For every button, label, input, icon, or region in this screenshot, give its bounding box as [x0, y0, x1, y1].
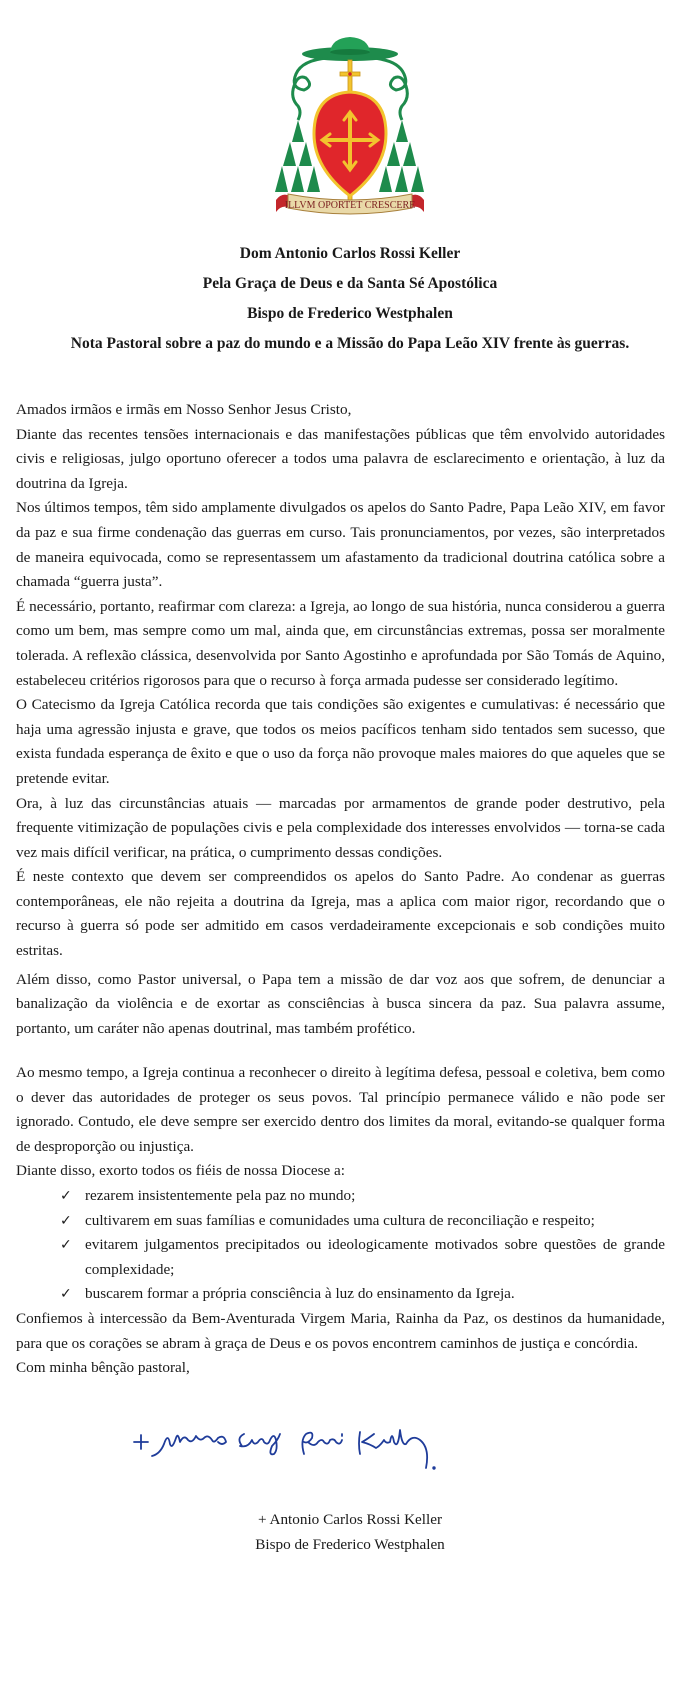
check-mark-icon: ✓	[60, 1212, 72, 1229]
check-mark-icon: ✓	[60, 1286, 72, 1303]
printed-signature-title: Bispo de Frederico Westphalen	[255, 1536, 445, 1553]
paragraph-6: É neste contexto que devem ser compreendidos os apelos do Santo Padre. Ao condenar as guerras contemporâneas, ele não rejeita a doutrina da Igreja, mas a aplica com maior rigor, recordando que o recurso à guerra só pode ser admitido em casos verdadeiramente excepcionais e sob condições muito estritas.	[16, 868, 665, 960]
salutation: Amados irmãos e irmãs em Nosso Senhor Jesus Cristo,	[16, 401, 352, 418]
printed-signature-name: + Antonio Carlos Rossi Keller	[257, 1511, 443, 1528]
document-title: Nota Pastoral sobre a paz do mundo e a Missão do Papa Leão XIV frente às guerras.	[70, 335, 630, 352]
coat-of-arms-logo	[262, 30, 438, 216]
paragraph-5: Ora, à luz das circunstâncias atuais — marcadas por armamentos de grande poder destrutivo, pela frequente vitimização de populações civis e pela complexidade dos interesses envolvidos — torna-se cada vez mais difícil verificar, na prática, o cumprimento dessas condições.	[16, 794, 665, 861]
closing-paragraph: Confiemos à intercessão da Bem-Aventurada Virgem Maria, Rainha da Paz, os destinos da humanidade, para que os corações se abram à graça de Deus e os povos encontrem caminhos de justiça e concórdia.	[16, 1309, 665, 1352]
paragraph-7: Além disso, como Pastor universal, o Papa tem a missão de dar voz aos que sofrem, de denunciar a banalização da violência e de exortar as consciências à busca sincera da paz. Sua palavra assume, portanto, um caráter não apenas doutrinal, mas também profético.	[16, 970, 665, 1037]
galero-hat-icon	[302, 37, 398, 61]
checklist-item	[16, 1282, 665, 1307]
paragraph-2: Nos últimos tempos, têm sido amplamente divulgados os apelos do Santo Padre, Papa Leão XIV, em favor da paz e sua firme condenação das guerras em curso. Tais pronunciamentos, por vezes, são interpretados de maneira equivocada, como se representassem um afastamento da tradicional doutrina católica sobre a chamada “guerra justa”.	[16, 499, 665, 591]
check-mark-icon: ✓	[60, 1187, 72, 1204]
grace-heading: Pela Graça de Deus e da Santa Sé Apostólica	[202, 275, 498, 292]
bishop-name-heading: Dom Antonio Carlos Rossi Keller	[239, 245, 461, 262]
checklist-item-text: evitarem julgamentos precipitados ou ideologicamente motivados sobre questões de grande complexidade;	[85, 1236, 665, 1278]
checklist-item-text: cultivarem em suas famílias e comunidades uma cultura de reconciliação e respeito;	[85, 1211, 595, 1229]
letter-body	[16, 398, 665, 1041]
handwritten-signature	[128, 1410, 508, 1490]
checklist-item	[16, 1184, 665, 1209]
paragraph-1: Diante das recentes tensões internacionais e das manifestações públicas que têm envolvido autoridades civis e religiosas, julgo oportuno oferecer a todos uma palavra de esclarecimento e orientação, à luz da doutrina da Igreja.	[16, 425, 665, 492]
checklist-item	[16, 1209, 665, 1234]
motto-text: ILLVM OPORTET CRESCERE	[284, 200, 416, 211]
letter-body-continued	[16, 1061, 665, 1381]
exhortation-checklist	[16, 1184, 665, 1307]
checklist-item-text: rezarem insistentemente pela paz no mundo;	[85, 1186, 356, 1204]
exhortation-intro: Diante disso, exorto todos os fiéis de nossa Diocese a:	[16, 1162, 346, 1180]
check-mark-icon: ✓	[60, 1237, 72, 1254]
office-heading: Bispo de Frederico Westphalen	[247, 305, 453, 322]
paragraph-4: O Catecismo da Igreja Católica recorda que tais condições são exigentes e cumulativas: é necessário que haja uma agressão injusta e grave, que todos os meios pacíficos tenham sido tentados sem sucesso, que exista fundada esperança de êxito e que o uso da força não provoque males maiores do que aqueles que se pretende evitar.	[16, 696, 665, 787]
checklist-item	[16, 1233, 665, 1282]
paragraph-8: Ao mesmo tempo, a Igreja continua a reconhecer o direito à legítima defesa, pessoal e coletiva, bem como o dever das autoridades de proteger os seus povos. Tal princípio permanece válido e não pode ser ignorado. Contudo, ele deve sempre ser exercido dentro dos limites da moral, evitando-se qualquer forma de desproporção ou injustiça.	[16, 1064, 665, 1155]
blessing-line: Com minha bênção pastoral,	[16, 1359, 190, 1377]
checklist-item-text: buscarem formar a própria consciência à luz do ensinamento da Igreja.	[85, 1285, 515, 1303]
paragraph-3: É necessário, portanto, reafirmar com clareza: a Igreja, ao longo de sua história, nunca considerou a guerra como um bem, mas sempre como um mal, ainda que, em circunstâncias extremas, possa ser moralmente tolerada. A reflexão clássica, desenvolvida por Santo Agostinho e aprofundada por São Tomás de Aquino, estabeleceu critérios rigorosos para que o recurso à força armada pudesse ser considerado legítimo.	[16, 597, 665, 689]
